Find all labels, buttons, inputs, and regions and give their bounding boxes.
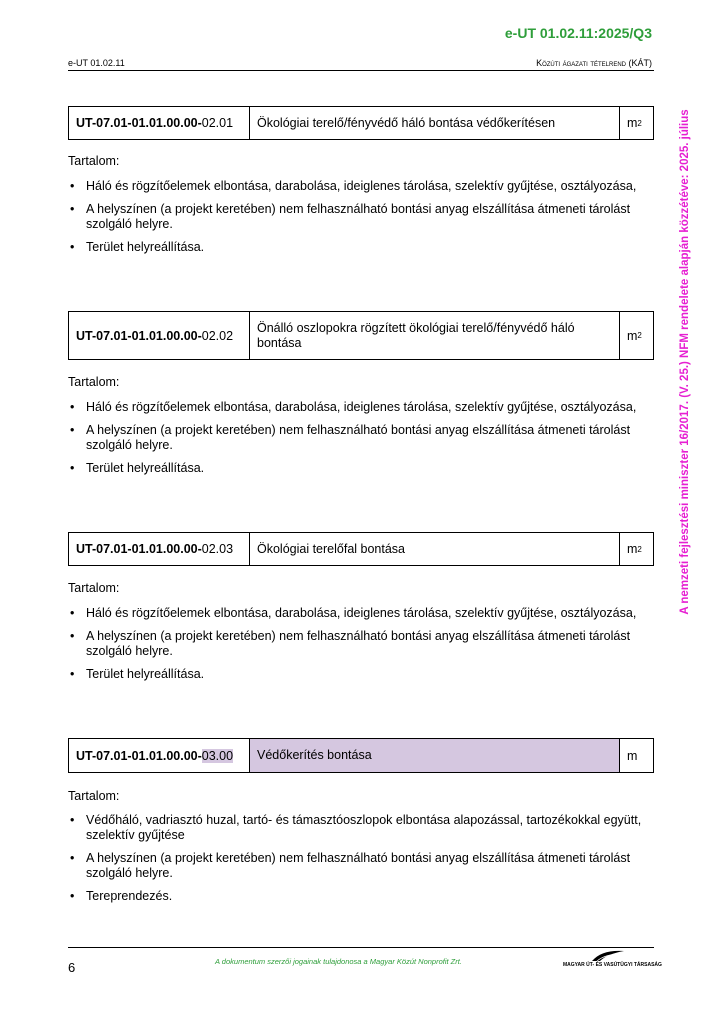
item-code bbox=[69, 312, 250, 359]
list-item: • Háló és rögzítőelemek elbontása, darabolása, ideiglenes tárolása, szelektív gyűjtése, osztályozása, bbox=[68, 606, 654, 621]
item-title: Védőkerítés bontása bbox=[250, 739, 620, 772]
list-item: • Háló és rögzítőelemek elbontása, darabolása, ideiglenes tárolása, szelektív gyűjtése, osztályozása, bbox=[68, 400, 654, 415]
doc-code: e-UT 01.02.11:2025/Q3 bbox=[504, 25, 652, 41]
header-right: Közúti ágazati tételrend (KÁT) bbox=[536, 58, 652, 68]
item-title: Ökológiai terelő/fényvédő háló bontása védőkerítésen bbox=[250, 107, 620, 139]
side-note bbox=[678, 95, 692, 629]
content-label: Tartalom: bbox=[68, 154, 120, 168]
item-unit: m 2 bbox=[627, 542, 642, 556]
item-code bbox=[69, 107, 250, 139]
logo-text: MAGYAR ÚT- ÉS VASÚTÜGYI TÁRSASÁG bbox=[563, 962, 662, 968]
list-item: • A helyszínen (a projekt keretében) nem felhasználható bontási anyag elszállítása átmeneti tárolást szolgáló helyre. bbox=[68, 851, 654, 881]
copyright-note: A dokumentum szerzői jogainak tulajdonosa a Magyar Közút Nonprofit Zrt. bbox=[215, 957, 462, 966]
side-note-text: A nemzeti fejlesztési miniszter 16/2017. (V. 25.) NFM rendelete alapján közzétéve: 2025. július bbox=[679, 109, 691, 615]
list-item: • Terület helyreállítása. bbox=[68, 240, 654, 255]
item-code-prefix: UT-07.01-01.01.00.00- bbox=[76, 116, 202, 130]
header-left: e-UT 01.02.11 bbox=[68, 58, 125, 68]
list-item: • Tereprendezés. bbox=[68, 889, 654, 904]
footer-rule bbox=[68, 947, 654, 948]
item-code-suffix: 02.01 bbox=[201, 116, 234, 130]
item-unit: m 2 bbox=[627, 328, 642, 343]
item-code-suffix: 02.02 bbox=[201, 328, 234, 343]
list-item: • Terület helyreállítása. bbox=[68, 461, 654, 476]
page-number: 6 bbox=[68, 960, 76, 975]
list-item: • Háló és rögzítőelemek elbontása, darabolása, ideiglenes tárolása, szelektív gyűjtése, osztályozása, bbox=[68, 179, 654, 194]
list-item: • Védőháló, vadriasztó huzal, tartó- és támasztóoszlopok elbontása alapozással, tartozékokkal együtt, szelektív gyűjtése bbox=[68, 813, 654, 843]
item-code-prefix: UT-07.01-01.01.00.00- bbox=[76, 328, 202, 343]
bullet-list bbox=[68, 179, 654, 263]
list-item: • A helyszínen (a projekt keretében) nem felhasználható bontási anyag elszállítása átmeneti tárolást szolgáló helyre. bbox=[68, 202, 654, 232]
item-title: Önálló oszlopokra rögzített ökológiai terelő/fényvédő háló bontása bbox=[250, 312, 620, 359]
road-logo-icon bbox=[591, 949, 625, 963]
item-unit: m bbox=[627, 748, 638, 763]
item-table bbox=[68, 532, 654, 566]
item-code-suffix: 02.03 bbox=[201, 542, 234, 556]
item-table bbox=[68, 106, 654, 140]
list-item: • A helyszínen (a projekt keretében) nem felhasználható bontási anyag elszállítása átmeneti tárolást szolgáló helyre. bbox=[68, 629, 654, 659]
item-code bbox=[69, 533, 250, 565]
item-title: Ökológiai terelőfal bontása bbox=[250, 533, 620, 565]
item-code-prefix: UT-07.01-01.01.00.00- bbox=[76, 542, 202, 556]
item-table bbox=[68, 738, 654, 773]
header-rule bbox=[68, 70, 654, 71]
item-code-suffix: 03.00 bbox=[201, 748, 234, 763]
bullet-list bbox=[68, 606, 654, 690]
logo bbox=[563, 949, 662, 971]
item-table bbox=[68, 311, 654, 360]
content-label: Tartalom: bbox=[68, 581, 120, 595]
item-code-prefix: UT-07.01-01.01.00.00- bbox=[76, 748, 202, 763]
item-code bbox=[69, 739, 250, 772]
list-item: • Terület helyreállítása. bbox=[68, 667, 654, 682]
bullet-list bbox=[68, 400, 654, 484]
bullet-list bbox=[68, 813, 654, 912]
content-label: Tartalom: bbox=[68, 375, 120, 389]
list-item: • A helyszínen (a projekt keretében) nem felhasználható bontási anyag elszállítása átmeneti tárolást szolgáló helyre. bbox=[68, 423, 654, 453]
item-unit: m 2 bbox=[627, 116, 642, 130]
content-label: Tartalom: bbox=[68, 789, 120, 803]
